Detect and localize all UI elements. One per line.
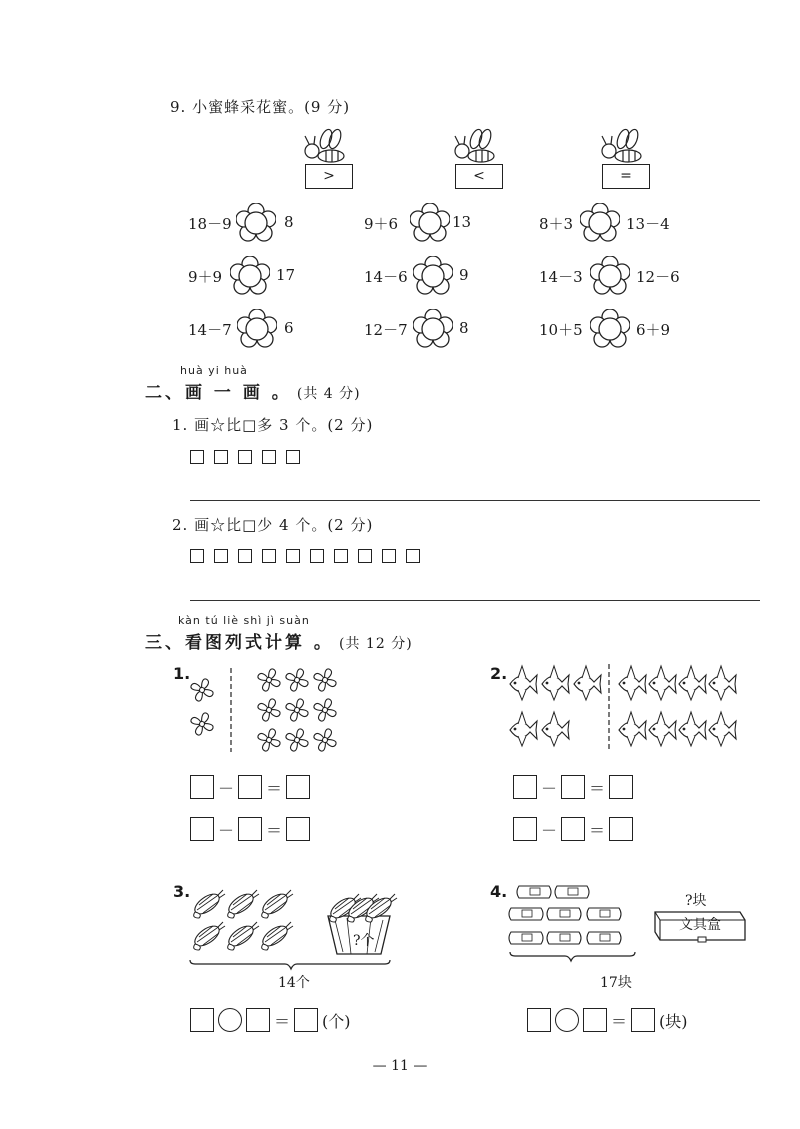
- operator-circle[interactable]: [218, 1008, 242, 1032]
- answer-box[interactable]: [609, 817, 633, 841]
- flower-blank[interactable]: [413, 256, 453, 296]
- bee-label-greater: >: [305, 164, 353, 189]
- section2-score: (共 4 分): [296, 386, 361, 402]
- s2-q1-title: 1. 画☆比□多 3 个。(2 分): [172, 416, 374, 434]
- erasers-group: [509, 886, 621, 944]
- problem-2-number: 2.: [490, 664, 508, 683]
- s2-q1-squares: [190, 450, 300, 464]
- equals-sign: ＝: [274, 1011, 291, 1031]
- expr-left: 9＋9: [188, 268, 223, 286]
- flower-blank[interactable]: [230, 256, 270, 296]
- expr-left: 18－9: [188, 215, 232, 233]
- expr-right: 17: [276, 266, 296, 284]
- answer-box[interactable]: [294, 1008, 318, 1032]
- section3-title: 三、看图列式计算 。: [145, 633, 334, 653]
- answer-box[interactable]: [527, 1008, 551, 1032]
- equals-sign: ＝: [589, 778, 606, 798]
- flower-blank[interactable]: [413, 309, 453, 349]
- equals-sign: ＝: [611, 1011, 628, 1031]
- box-question: ?块: [685, 893, 707, 909]
- answer-box[interactable]: [238, 775, 262, 799]
- bee-group-1: [295, 126, 365, 190]
- expr-right: 8: [459, 319, 469, 337]
- s2-q2-title: 2. 画☆比□少 4 个。(2 分): [172, 516, 374, 534]
- problem-2-figure: [505, 660, 745, 756]
- answer-box[interactable]: [238, 817, 262, 841]
- equals-sign: ＝: [266, 820, 283, 840]
- problem-4-total: 17块: [600, 975, 632, 991]
- expr-left: 14－6: [364, 268, 408, 286]
- answer-box[interactable]: [631, 1008, 655, 1032]
- bee-label-less: <: [455, 164, 503, 189]
- answer-box[interactable]: [190, 775, 214, 799]
- expr-right: 6＋9: [636, 321, 671, 339]
- flower-blank[interactable]: [590, 309, 630, 349]
- expr-right: 13－4: [626, 215, 670, 233]
- answer-box[interactable]: [286, 817, 310, 841]
- small-square: [286, 450, 300, 464]
- right-flower-group: [258, 669, 336, 751]
- flower-blank[interactable]: [237, 309, 277, 349]
- expr-right: 12－6: [636, 268, 680, 286]
- equation-row: [513, 775, 633, 799]
- section2-heading: [145, 378, 361, 403]
- equation-row: [513, 817, 633, 841]
- equation-row: [190, 775, 310, 799]
- answer-box[interactable]: [561, 817, 585, 841]
- small-square: [238, 549, 252, 563]
- equals-sign: ＝: [266, 778, 283, 798]
- problem-3-number: 3.: [173, 882, 191, 901]
- section2-title: 二、画 一 画 。: [145, 383, 292, 403]
- minus-sign: －: [541, 778, 558, 798]
- equation-row: [527, 1008, 688, 1032]
- small-square: [310, 549, 324, 563]
- expr-right: 13: [452, 213, 472, 231]
- page-number: — 11 —: [372, 1058, 428, 1074]
- answer-box[interactable]: [513, 817, 537, 841]
- problem-3-total: 14个: [278, 975, 310, 991]
- brace: [190, 960, 390, 969]
- answer-box[interactable]: [246, 1008, 270, 1032]
- answer-box[interactable]: [583, 1008, 607, 1032]
- answer-box[interactable]: [190, 1008, 214, 1032]
- equation-row: [190, 817, 310, 841]
- section2-pinyin: huà yi huà: [180, 364, 248, 377]
- small-square: [406, 549, 420, 563]
- bee-group-3: [592, 126, 662, 190]
- unit-label: (个): [322, 1011, 351, 1031]
- expr-left: 12－7: [364, 321, 408, 339]
- corn-group: [192, 890, 293, 950]
- section3-score: (共 12 分): [339, 636, 413, 652]
- minus-sign: －: [218, 778, 235, 798]
- answer-box[interactable]: [609, 775, 633, 799]
- problem-4-number: 4.: [490, 882, 508, 901]
- answer-line[interactable]: [190, 600, 760, 601]
- small-square: [214, 549, 228, 563]
- small-square: [334, 549, 348, 563]
- small-square: [358, 549, 372, 563]
- minus-sign: －: [541, 820, 558, 840]
- small-square: [214, 450, 228, 464]
- expr-right: 8: [284, 213, 294, 231]
- small-square: [382, 549, 396, 563]
- small-square: [262, 549, 276, 563]
- flower-blank[interactable]: [590, 256, 630, 296]
- answer-line[interactable]: [190, 500, 760, 501]
- equation-row: [190, 1008, 351, 1032]
- section3-pinyin: kàn tú liè shì jì suàn: [178, 614, 310, 627]
- section3-heading: [145, 628, 413, 653]
- operator-circle[interactable]: [555, 1008, 579, 1032]
- box-label: 文具盒: [679, 917, 721, 933]
- small-square: [190, 450, 204, 464]
- left-flower-group: [191, 679, 213, 735]
- problem-1-number: 1.: [173, 664, 191, 683]
- problem-1-figure: [185, 668, 355, 760]
- expr-left: 9＋6: [364, 215, 399, 233]
- minus-sign: －: [218, 820, 235, 840]
- answer-box[interactable]: [286, 775, 310, 799]
- brace: [510, 952, 635, 961]
- left-fish-group: [510, 666, 601, 746]
- answer-box[interactable]: [513, 775, 537, 799]
- bee-label-equal: =: [602, 164, 650, 189]
- flower-blank[interactable]: [236, 203, 276, 243]
- q9-title: 9. 小蜜蜂采花蜜。(9 分): [170, 98, 351, 116]
- expr-left: 14－7: [188, 321, 232, 339]
- equals-sign: ＝: [589, 820, 606, 840]
- expr-right: 6: [284, 319, 294, 337]
- small-square: [262, 450, 276, 464]
- small-square: [286, 549, 300, 563]
- answer-box[interactable]: [561, 775, 585, 799]
- expr-left: 10＋5: [539, 321, 583, 339]
- unit-label: (块): [659, 1011, 688, 1031]
- small-square: [238, 450, 252, 464]
- basket-label: ?个: [353, 933, 375, 949]
- answer-box[interactable]: [190, 817, 214, 841]
- problem-3-figure: [185, 880, 410, 972]
- right-fish-group: [619, 666, 736, 746]
- expr-left: 14－3: [539, 268, 583, 286]
- expr-right: 9: [459, 266, 469, 284]
- expr-left: 8＋3: [539, 215, 574, 233]
- s2-q2-squares: [190, 549, 420, 563]
- flower-blank[interactable]: [410, 203, 450, 243]
- small-square: [190, 549, 204, 563]
- bee-group-2: [445, 126, 515, 190]
- flower-blank[interactable]: [580, 203, 620, 243]
